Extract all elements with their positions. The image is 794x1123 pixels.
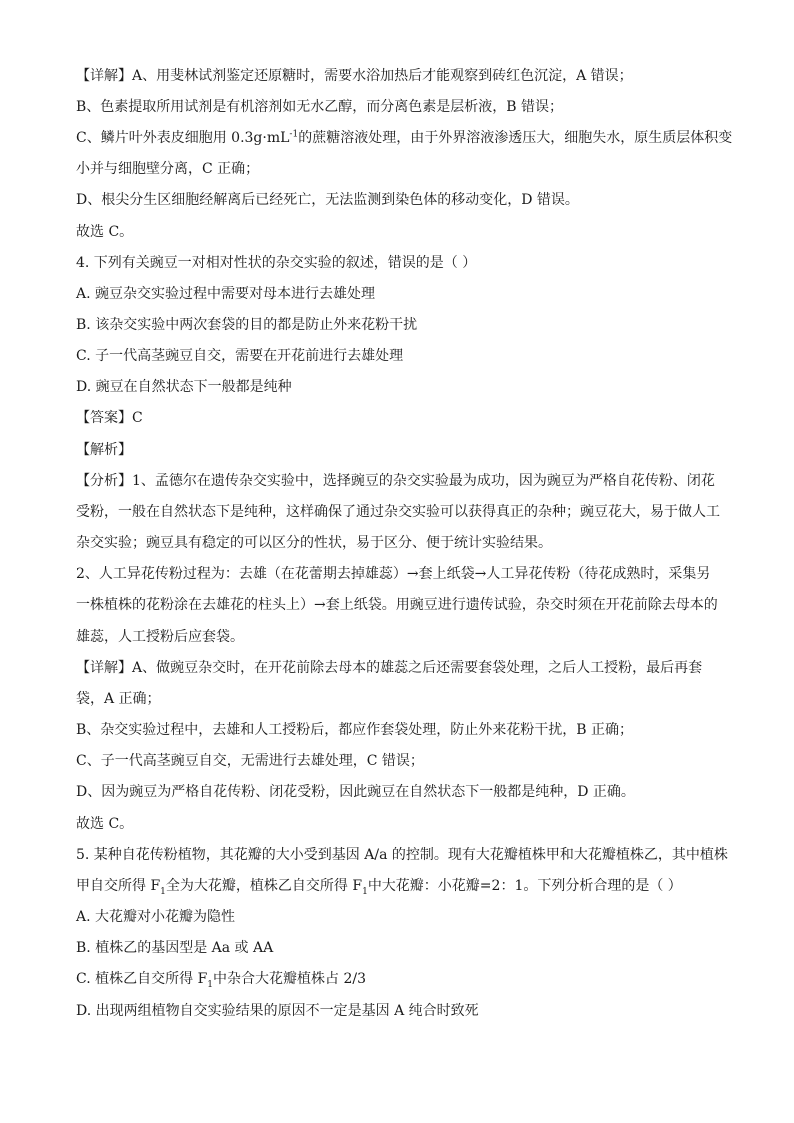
option-b: B. 该杂交实验中两次套袋的目的都是防止外来花粉干扰 (76, 317, 418, 333)
text-line: 【详解】A、做豌豆杂交时，在开花前除去母本的雄蕊之后还需要套袋处理，之后人工授粉，最后再套 (76, 660, 703, 676)
question-stem: 4. 下列有关豌豆一对相对性状的杂交实验的叙述，错误的是（ ） (76, 255, 477, 271)
text-segment: 全为大花瓣，植株乙自交所得 F (165, 878, 363, 894)
text-line: D、根尖分生区细胞经解离后已经死亡，无法监测到染色体的移动变化，D 错误。 (76, 192, 579, 208)
text-line: 2、人工异花传粉过程为：去雄（在花蕾期去掉雄蕊）→套上纸袋→人工异花传粉（待花成熟时，采集另 (76, 566, 711, 582)
text-line: D、因为豌豆为严格自花传粉、闭花受粉，因此豌豆在自然状态下一般都是纯种，D 正确。 (76, 784, 635, 800)
text-line: 受粉，一般在自然状态下是纯种，这样确保了通过杂交实验可以获得真正的杂种；豌豆花大，易于做人工 (76, 504, 720, 520)
text-segment: 甲自交所得 F (76, 878, 161, 894)
text-line: C、子一代高茎豌豆自交，无需进行去雄处理，C 错误； (76, 753, 424, 769)
text-segment: 中大花瓣：小花瓣=2：1。下列分析合理的是（ ） (367, 878, 682, 894)
subscript: 1 (160, 886, 166, 897)
text-line: 雄蕊，人工授粉后应套袋。 (76, 629, 244, 645)
option-d: D. 豌豆在自然状态下一般都是纯种 (76, 379, 292, 395)
option-b: B. 植株乙的基因型是 Aa 或 AA (76, 940, 274, 956)
text-line: 杂交实验；豌豆具有稳定的可以区分的性状，易于区分、便于统计实验结果。 (76, 535, 552, 551)
text-segment: C、鳞片叶外表皮细胞用 0.3g·mL (76, 130, 290, 146)
subscript: 1 (207, 979, 214, 990)
text-segment: 中杂合大花瓣植株占 2/3 (213, 971, 366, 987)
text-line: B、杂交实验过程中，去雄和人工授粉后，都应作套袋处理，防止外来花粉干扰，B 正确； (76, 722, 634, 738)
text-line: 故选 C。 (76, 224, 134, 240)
text-segment: 的蔗糖溶液处理，由于外界溶液渗透压大，细胞失水，原生质层体积变 (298, 130, 733, 146)
text-line: 一株植株的花粉涂在去雄花的柱头上）→套上纸袋。用豌豆进行遗传试验，杂交时须在开花前除去母本的 (76, 597, 718, 613)
option-a: A. 豌豆杂交实验过程中需要对母本进行去雄处理 (76, 286, 376, 302)
answer: 【答案】C (76, 410, 143, 426)
text-segment: C. 植株乙自交所得 F (76, 971, 208, 987)
text-line: 袋，A 正确； (76, 691, 161, 707)
subscript: 1 (362, 886, 368, 897)
text-line: 小并与细胞壁分离，C 正确； (76, 161, 260, 177)
superscript: -1 (289, 129, 299, 140)
text-line (76, 128, 733, 148)
text-line: 【详解】A、用斐林试剂鉴定还原糖时，需要水浴加热后才能观察到砖红色沉淀，A 错误； (76, 68, 633, 84)
option-c: C. 子一代高茎豌豆自交，需要在开花前进行去雄处理 (76, 348, 404, 364)
question-stem (76, 876, 726, 896)
option-d: D. 出现两组植物自交实验结果的原因不一定是基因 A 纯合时致死 (76, 1003, 479, 1019)
text-line: 【分析】1、孟德尔在遗传杂交实验中，选择豌豆的杂交实验最为成功，因为豌豆为严格自花传粉、闭花 (76, 473, 715, 489)
text-line: B、色素提取所用试剂是有机溶剂如无水乙醇，而分离色素是层析液，B 错误； (76, 99, 564, 115)
option-c (76, 969, 726, 989)
option-a: A. 大花瓣对小花瓣为隐性 (76, 909, 236, 925)
question-stem: 5. 某种自花传粉植物，其花瓣的大小受到基因 A/a 的控制。现有大花瓣植株甲和大花瓣植株乙，其中植株 (76, 847, 728, 863)
text-line: 故选 C。 (76, 816, 134, 832)
analysis-heading: 【解析】 (76, 442, 132, 458)
